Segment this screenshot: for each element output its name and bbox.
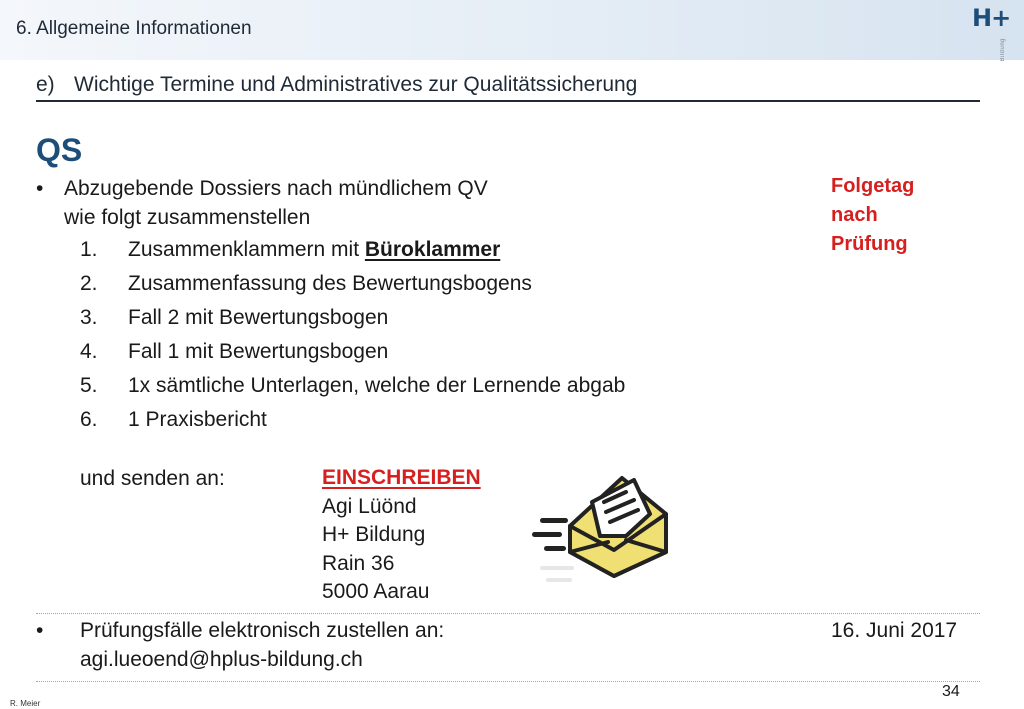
subtitle-text: Wichtige Termine und Administratives zur Qualitätssicherung bbox=[74, 73, 638, 96]
logo-main-text: H+ bbox=[972, 4, 1011, 32]
page-heading: QS bbox=[36, 132, 83, 168]
delivery-email: agi.lueoend@hplus-bildung.ch bbox=[80, 648, 363, 671]
slide-subtitle bbox=[36, 73, 637, 97]
deadline-line: Folgetag bbox=[831, 175, 915, 197]
dossier-deadline bbox=[831, 172, 914, 259]
list-number: 6. bbox=[80, 408, 98, 431]
list-number: 3. bbox=[80, 306, 98, 329]
list-number: 4. bbox=[80, 340, 98, 363]
section-title: 6. Allgemeine Informationen bbox=[16, 18, 252, 39]
deadline-line: Prüfung bbox=[831, 233, 908, 255]
list-text: Fall 2 mit Bewertungsbogen bbox=[128, 306, 389, 329]
subtitle-marker: e) bbox=[36, 73, 55, 96]
electronic-delivery-instruction: Prüfungsfälle elektronisch zustellen an: bbox=[80, 619, 445, 642]
list-text: Zusammenfassung des Bewertungsbogens bbox=[128, 272, 532, 295]
divider bbox=[36, 613, 980, 614]
address-org: H+ Bildung bbox=[322, 523, 426, 546]
list-text: 1 Praxisbericht bbox=[128, 408, 267, 431]
address-name: Agi Lüönd bbox=[322, 494, 417, 518]
hplus-logo bbox=[972, 4, 1014, 62]
divider bbox=[36, 681, 980, 682]
dossier-instruction-line1: Abzugebende Dossiers nach mündlichem QV bbox=[64, 177, 488, 200]
list-text: 1x sämtliche Unterlagen, welche der Lernende abgab bbox=[128, 374, 626, 397]
shipping-method: EINSCHREIBEN bbox=[322, 466, 481, 489]
list-number: 2. bbox=[80, 272, 98, 295]
emphasis-paperclip: Büroklammer bbox=[364, 238, 501, 261]
page-number: 34 bbox=[942, 683, 960, 700]
subtitle-divider bbox=[36, 100, 980, 102]
dossier-instruction-line2: wie folgt zusammenstellen bbox=[64, 206, 311, 229]
postal-address bbox=[322, 464, 481, 607]
list-text: Fall 1 mit Bewertungsbogen bbox=[128, 340, 389, 363]
list-text-plain: Zusammenklammern mit bbox=[128, 238, 365, 261]
address-city: 5000 Aarau bbox=[322, 580, 430, 603]
list-number: 5. bbox=[80, 374, 98, 397]
send-to-label: und senden an: bbox=[80, 467, 225, 490]
list-text bbox=[128, 233, 500, 267]
delivery-deadline-date: 16. Juni 2017 bbox=[831, 619, 958, 642]
envelope-letter-icon bbox=[530, 466, 675, 596]
bullet-marker: • bbox=[36, 619, 44, 642]
deadline-line: nach bbox=[831, 204, 878, 226]
logo-sub-text: Bildung bbox=[1000, 38, 1006, 62]
bullet-marker: • bbox=[36, 177, 44, 200]
address-street: Rain 36 bbox=[322, 551, 395, 575]
author-label: R. Meier bbox=[10, 699, 41, 708]
list-number: 1. bbox=[80, 238, 98, 261]
